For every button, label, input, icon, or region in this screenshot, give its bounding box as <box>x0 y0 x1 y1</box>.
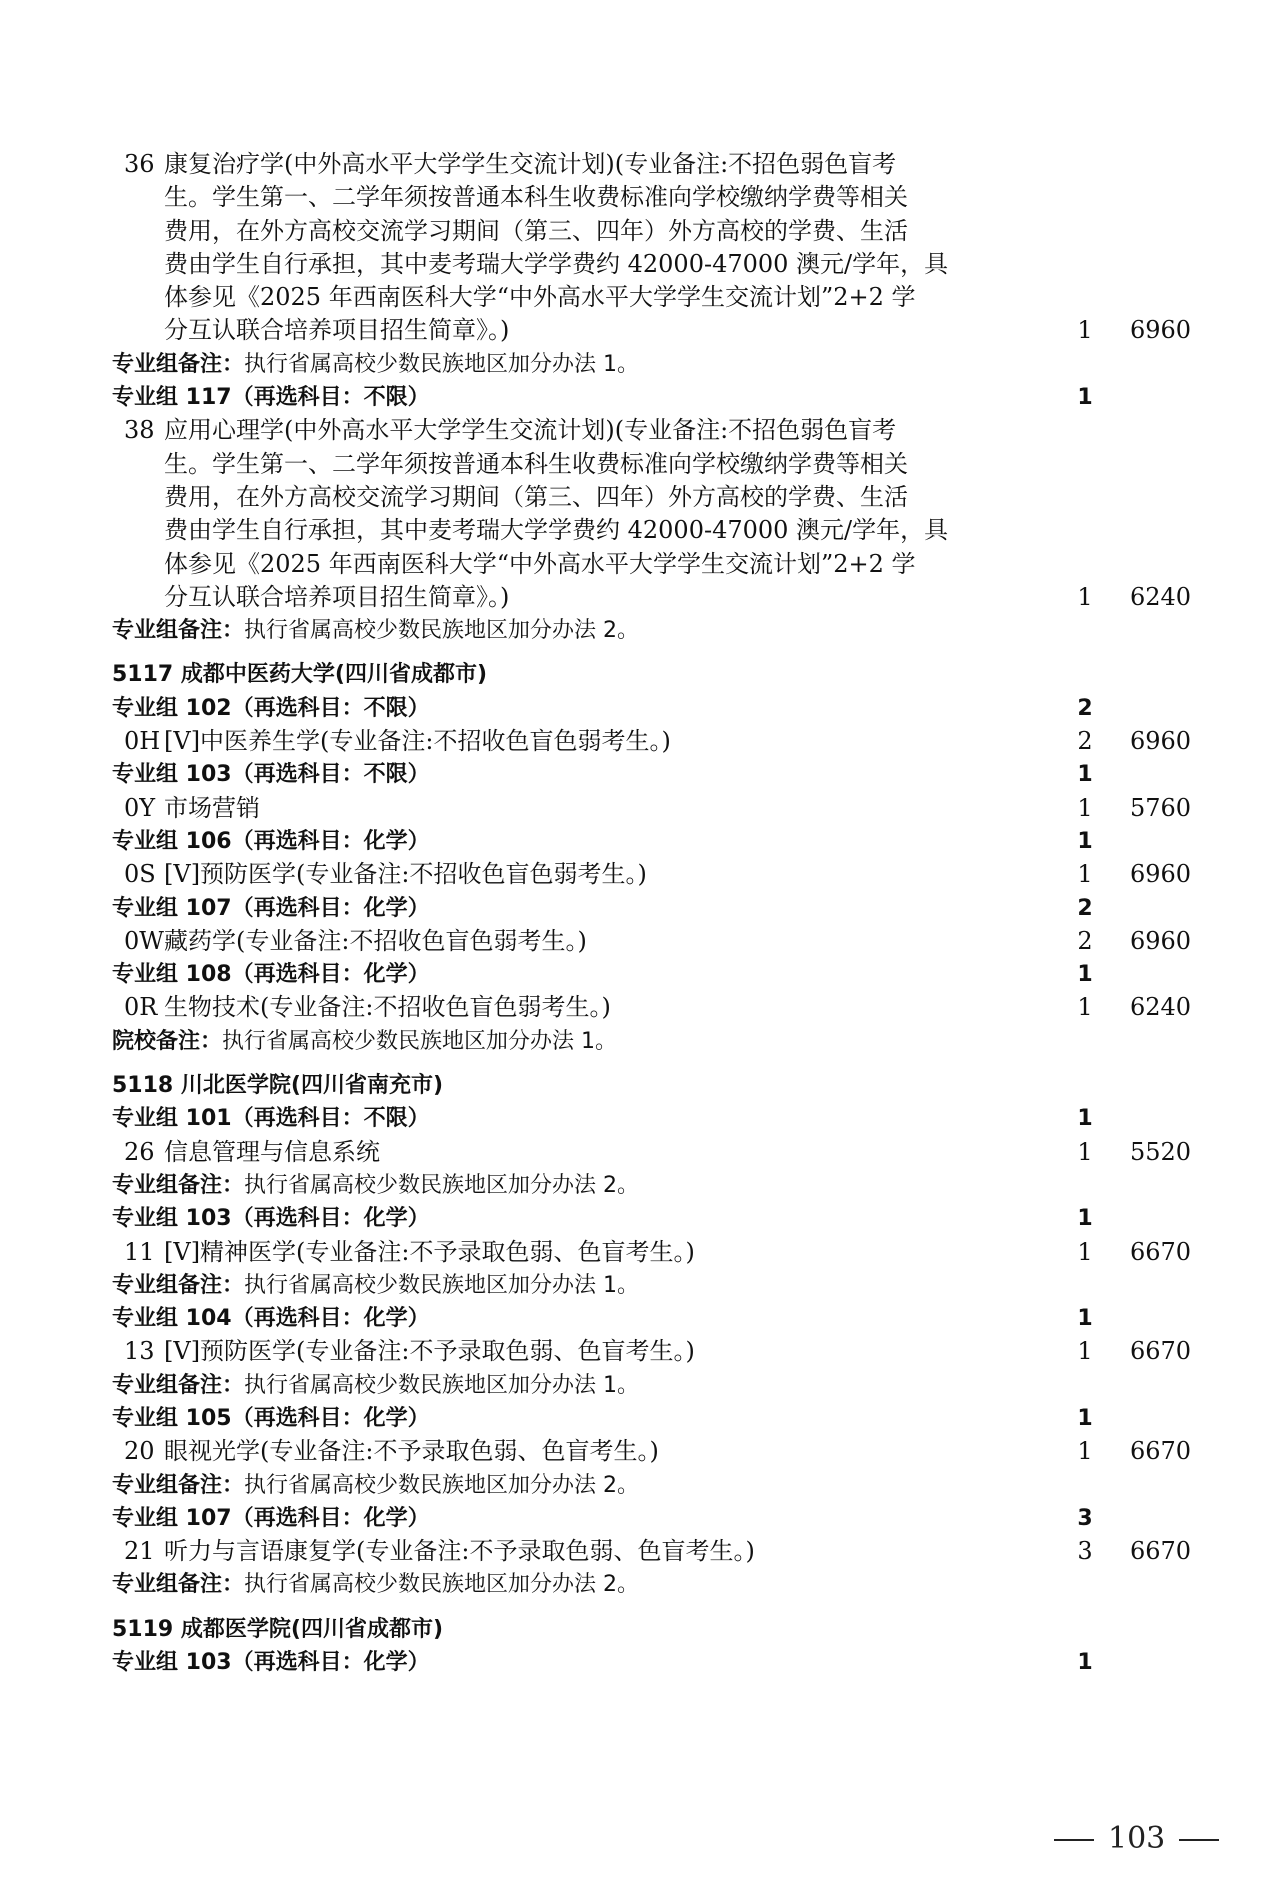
major-note-text: 费由学生自行承担，其中麦考瑞大学学费约 42000-47000 澳元/学年，具 <box>164 249 949 278</box>
remark-row <box>0 1269 1280 1302</box>
major-group-header <box>0 892 1280 925</box>
tuition-fee: 6960 <box>1130 316 1192 345</box>
major-group-header <box>0 825 1280 858</box>
group-plan-count: 3 <box>1077 1505 1093 1531</box>
major-group-header <box>0 1502 1280 1535</box>
plan-count: 1 <box>1077 860 1093 889</box>
remark <box>112 1469 639 1502</box>
plan-count: 3 <box>1077 1537 1093 1566</box>
remark-text: 执行省属高校少数民族地区加分办法 2。 <box>244 1572 640 1598</box>
major-code: 0S <box>124 860 156 889</box>
school-header <box>0 1069 1280 1102</box>
remark-text: 执行省属高校少数民族地区加分办法 1。 <box>222 1028 618 1054</box>
group-title: 专业组 104（再选科目：化学） <box>112 1306 430 1332</box>
remark <box>112 1025 617 1058</box>
major-code: 0H <box>124 727 161 756</box>
page-number: 103 <box>1108 1821 1166 1856</box>
major-row <box>0 858 1280 891</box>
group-title: 专业组 107（再选科目：化学） <box>112 1505 430 1531</box>
school-name: 5118 川北医学院(四川省南充市) <box>112 1073 443 1099</box>
remark-row <box>0 348 1280 381</box>
group-title: 专业组 103（再选科目：化学） <box>112 1206 430 1232</box>
group-title: 专业组 103（再选科目：不限） <box>112 762 430 788</box>
tuition-fee: 6960 <box>1130 926 1192 955</box>
major-name: 康复治疗学(中外高水平大学学生交流计划)(专业备注:不招色弱色盲考 <box>164 150 897 178</box>
footer-dash-right <box>1179 1839 1219 1841</box>
major-code: 36 <box>124 150 155 178</box>
major-note-text: 体参见《2025 年西南医科大学“中外高水平大学学生交流计划”2+2 学 <box>164 283 916 312</box>
group-plan-count: 2 <box>1077 695 1093 721</box>
remark-label: 院校备注： <box>112 1028 223 1054</box>
school-header <box>0 1613 1280 1646</box>
plan-count: 1 <box>1077 1237 1093 1266</box>
major-code: 0W <box>124 926 164 955</box>
footer-dash-left <box>1054 1839 1094 1841</box>
remark-text: 执行省属高校少数民族地区加分办法 2。 <box>244 618 640 644</box>
major-row <box>0 1535 1280 1568</box>
major-note-text: 费由学生自行承担，其中麦考瑞大学学费约 42000-47000 澳元/学年，具 <box>164 516 949 545</box>
major-name: 信息管理与信息系统 <box>164 1137 380 1166</box>
major-note-text: 体参见《2025 年西南医科大学“中外高水平大学学生交流计划”2+2 学 <box>164 549 916 578</box>
major-row-continuation <box>0 448 1280 481</box>
major-name: [Ⅴ]预防医学(专业备注:不招收色盲色弱考生。) <box>164 860 647 889</box>
group-title: 专业组 108（再选科目：化学） <box>112 962 430 988</box>
tuition-fee: 6960 <box>1130 727 1192 756</box>
remark-label: 专业组备注： <box>112 1372 245 1398</box>
major-group-header <box>0 1202 1280 1235</box>
major-note-text: 分互认联合培养项目招生简章》。) <box>164 316 510 345</box>
group-title: 专业组 106（再选科目：化学） <box>112 828 430 854</box>
major-row-continuation <box>0 281 1280 314</box>
major-row <box>0 925 1280 958</box>
group-plan-count: 1 <box>1077 962 1093 988</box>
major-note-text: 费用，在外方高校交流学习期间（第三、四年）外方高校的学费、生活 <box>164 482 908 511</box>
remark <box>112 1169 639 1202</box>
major-group-header <box>0 758 1280 791</box>
group-plan-count: 1 <box>1077 762 1093 788</box>
remark-row <box>0 1568 1280 1601</box>
remark-label: 专业组备注： <box>112 618 245 644</box>
major-code: 38 <box>124 416 155 445</box>
group-plan-count: 1 <box>1077 1106 1093 1132</box>
major-row-continuation <box>0 314 1280 347</box>
major-row-continuation <box>0 248 1280 281</box>
remark-row <box>0 1169 1280 1202</box>
remark <box>112 348 639 381</box>
major-code: 0Y <box>124 793 156 822</box>
major-row <box>0 1335 1280 1368</box>
major-code: 13 <box>124 1337 155 1366</box>
major-row <box>0 414 1280 447</box>
tuition-fee: 6670 <box>1130 1537 1192 1566</box>
major-name: [Ⅴ]预防医学(专业备注:不予录取色弱、色盲考生。) <box>164 1337 695 1366</box>
remark-label: 专业组备注： <box>112 1272 245 1298</box>
major-code: 21 <box>124 1537 155 1566</box>
remark-label: 专业组备注： <box>112 1472 245 1498</box>
remark-row <box>0 614 1280 647</box>
tuition-fee: 6240 <box>1130 993 1192 1022</box>
tuition-fee: 6670 <box>1130 1437 1192 1466</box>
tuition-fee: 6670 <box>1130 1337 1192 1366</box>
plan-count: 2 <box>1077 727 1093 756</box>
major-code: 26 <box>124 1137 155 1166</box>
group-plan-count: 1 <box>1077 385 1093 411</box>
major-name: 听力与言语康复学(专业备注:不予录取色弱、色盲考生。) <box>164 1537 755 1566</box>
tuition-fee: 5520 <box>1130 1137 1192 1166</box>
group-plan-count: 1 <box>1077 1306 1093 1332</box>
tuition-fee: 5760 <box>1130 793 1192 822</box>
remark <box>112 1269 639 1302</box>
major-group-header <box>0 1402 1280 1435</box>
school-name: 5117 成都中医药大学(四川省成都市) <box>112 662 487 688</box>
enrollment-plan-list <box>0 148 1280 1679</box>
remark-label: 专业组备注： <box>112 1572 245 1598</box>
major-row <box>0 1236 1280 1269</box>
remark-text: 执行省属高校少数民族地区加分办法 2。 <box>244 1472 640 1498</box>
major-row-continuation <box>0 181 1280 214</box>
major-name: 市场营销 <box>164 793 260 822</box>
major-row <box>0 1435 1280 1468</box>
major-group-header <box>0 1302 1280 1335</box>
remark-text: 执行省属高校少数民族地区加分办法 1。 <box>244 1372 640 1398</box>
major-name: 藏药学(专业备注:不招收色盲色弱考生。) <box>164 926 587 955</box>
plan-count: 1 <box>1077 316 1093 345</box>
plan-count: 1 <box>1077 1137 1093 1166</box>
remark-text: 执行省属高校少数民族地区加分办法 2。 <box>244 1172 640 1198</box>
tuition-fee: 6240 <box>1130 582 1192 611</box>
tuition-fee: 6670 <box>1130 1237 1192 1266</box>
major-name: 眼视光学(专业备注:不予录取色弱、色盲考生。) <box>164 1437 659 1466</box>
page-footer <box>1040 1821 1233 1856</box>
group-plan-count: 1 <box>1077 1650 1093 1676</box>
major-row-continuation <box>0 514 1280 547</box>
major-name: 生物技术(专业备注:不招收色盲色弱考生。) <box>164 993 611 1022</box>
plan-count: 1 <box>1077 1337 1093 1366</box>
remark-row <box>0 1469 1280 1502</box>
school-header <box>0 658 1280 691</box>
major-note-text: 分互认联合培养项目招生简章》。) <box>164 582 510 611</box>
group-plan-count: 2 <box>1077 895 1093 921</box>
major-row <box>0 148 1280 181</box>
group-plan-count: 1 <box>1077 1405 1093 1431</box>
remark <box>112 614 639 647</box>
major-note-text: 费用，在外方高校交流学习期间（第三、四年）外方高校的学费、生活 <box>164 216 908 245</box>
major-group-header <box>0 381 1280 414</box>
group-title: 专业组 107（再选科目：化学） <box>112 895 430 921</box>
major-name: [Ⅴ]精神医学(专业备注:不予录取色弱、色盲考生。) <box>164 1237 695 1266</box>
major-group-header <box>0 958 1280 991</box>
school-name: 5119 成都医学院(四川省成都市) <box>112 1616 443 1642</box>
plan-count: 1 <box>1077 582 1093 611</box>
tuition-fee: 6960 <box>1130 860 1192 889</box>
major-code: 20 <box>124 1437 155 1466</box>
remark-row <box>0 1369 1280 1402</box>
major-row <box>0 1136 1280 1169</box>
remark-text: 执行省属高校少数民族地区加分办法 1。 <box>244 1272 640 1298</box>
group-title: 专业组 102（再选科目：不限） <box>112 695 430 721</box>
group-title: 专业组 117（再选科目：不限） <box>112 385 430 411</box>
major-code: 0R <box>124 993 158 1022</box>
major-group-header <box>0 1102 1280 1135</box>
major-row <box>0 725 1280 758</box>
major-note-text: 生。学生第一、二学年须按普通本科生收费标准向学校缴纳学费等相关 <box>164 183 908 212</box>
remark-row <box>0 1025 1280 1058</box>
major-name: 应用心理学(中外高水平大学学生交流计划)(专业备注:不招色弱色盲考 <box>164 416 897 445</box>
remark-text: 执行省属高校少数民族地区加分办法 1。 <box>244 351 640 377</box>
plan-count: 1 <box>1077 793 1093 822</box>
major-row-continuation <box>0 548 1280 581</box>
group-title: 专业组 105（再选科目：化学） <box>112 1405 430 1431</box>
remark <box>112 1369 639 1402</box>
group-title: 专业组 103（再选科目：化学） <box>112 1650 430 1676</box>
group-plan-count: 1 <box>1077 828 1093 854</box>
major-row-continuation <box>0 481 1280 514</box>
remark-label: 专业组备注： <box>112 1172 245 1198</box>
remark <box>112 1568 639 1601</box>
major-code: 11 <box>124 1237 155 1266</box>
major-note-text: 生。学生第一、二学年须按普通本科生收费标准向学校缴纳学费等相关 <box>164 449 908 478</box>
major-row <box>0 792 1280 825</box>
plan-count: 1 <box>1077 993 1093 1022</box>
major-group-header <box>0 692 1280 725</box>
plan-count: 2 <box>1077 926 1093 955</box>
major-row <box>0 991 1280 1024</box>
group-plan-count: 1 <box>1077 1206 1093 1232</box>
remark-label: 专业组备注： <box>112 351 245 377</box>
major-row-continuation <box>0 581 1280 614</box>
major-group-header <box>0 1646 1280 1679</box>
major-name: [Ⅴ]中医养生学(专业备注:不招收色盲色弱考生。) <box>164 727 671 756</box>
group-title: 专业组 101（再选科目：不限） <box>112 1106 430 1132</box>
plan-count: 1 <box>1077 1437 1093 1466</box>
major-row-continuation <box>0 215 1280 248</box>
